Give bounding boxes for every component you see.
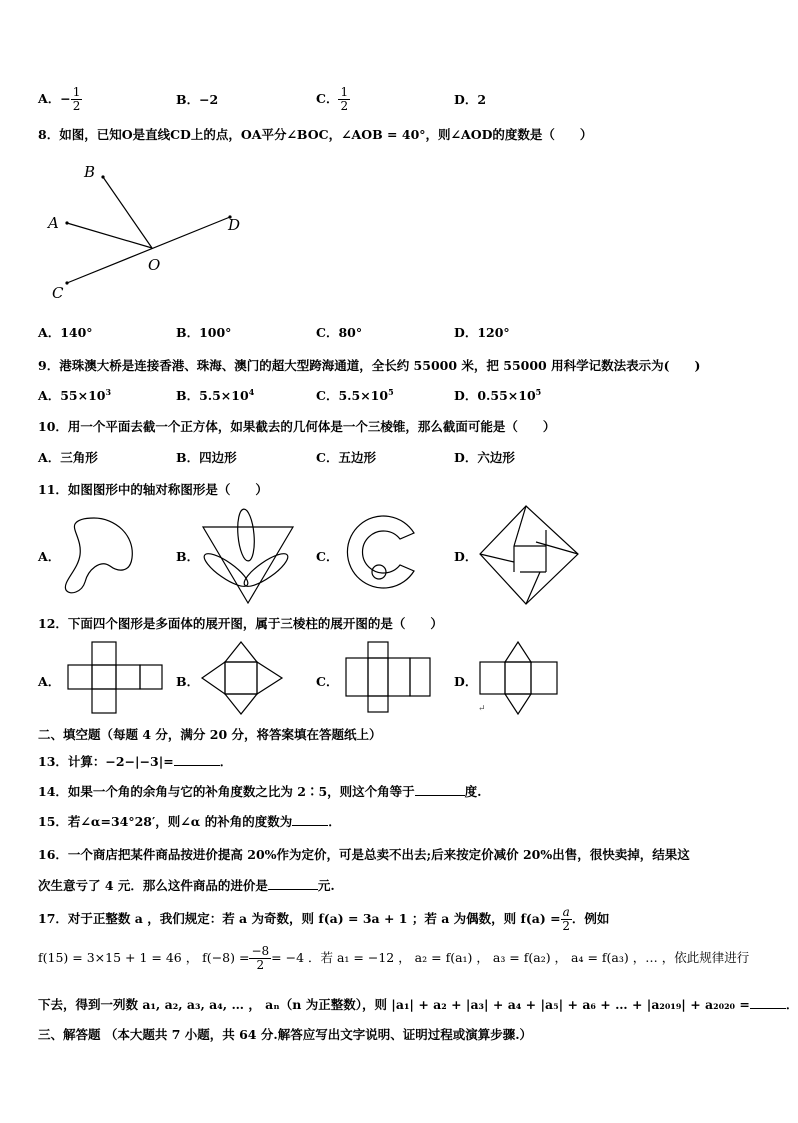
q7-option-b: B．−2	[176, 92, 219, 107]
q12-figure-d-prism-net	[478, 640, 568, 720]
paragraph-mark: ↵	[478, 704, 486, 714]
q11-label-c: C．	[316, 549, 339, 564]
q9-option-a: A．$55\times 10^3$	[38, 386, 112, 403]
q10-stem: 10．用一个平面去截一个正方体，如果截去的几何体是一个三棱锥，那么截面可能是（ ）	[38, 419, 556, 434]
q12-label-c: C．	[316, 674, 339, 689]
q17-line-2: f(15) = 3×15 + 1 = 46 ， f(−8) = $\frac{-8}{2}$ = −4 ．若 a₁ = −12 ， a₂ = f(a₁) ， a₃ = f(a₂) ， a₄ = f(a₃) ，… ，依此规律进行	[38, 944, 750, 972]
q7-option-a: A．− $\frac{1}{2}$	[38, 85, 81, 113]
q11-label-d: D．	[454, 549, 478, 564]
point-a	[65, 221, 68, 224]
point-b	[101, 175, 104, 178]
q12-label-a: A．	[38, 674, 61, 689]
q11-figure-a-comma-shape	[60, 510, 140, 600]
q17-answer-blank[interactable]	[750, 997, 786, 1009]
q9-option-d: D．$0.55\times 10^5$	[454, 386, 542, 403]
q10-option-b: B．四边形	[176, 450, 237, 465]
q9-option-c: C．$5.5\times 10^5$	[316, 386, 394, 403]
q11-label-b: B．	[176, 549, 200, 564]
q12-figure-c-box-net	[344, 640, 434, 720]
ray-ob	[103, 177, 152, 248]
q16-line-1: 16．一个商店把某件商品按进价提高 20%作为定价，可是总卖不出去;后来按定价减价 20%出售，很快卖掉，结果这	[38, 847, 690, 862]
q8-option-b: B．100°	[176, 325, 232, 340]
q16-line-2: 次生意亏了 4 元．那么这件商品的进价是 元.	[38, 878, 335, 893]
q7-option-d: D．2	[454, 92, 487, 107]
q8-option-c: C．80°	[316, 325, 363, 340]
q10-option-a: A．三角形	[38, 450, 98, 465]
ray-oa	[67, 223, 152, 248]
section-3-heading: 三、解答题 （本大题共 7 小题，共 64 分.解答应写出文字说明、证明过程或演算步骤.）	[38, 1027, 533, 1042]
q12-figure-a-cross-net	[66, 640, 166, 720]
q8-stem: 8．如图，已知O是直线CD上的点，OA平分∠BOC，∠AOB = 40°，则∠AOD的度数是（ ）	[38, 127, 593, 142]
label-d: D	[228, 216, 241, 234]
q16-answer-blank[interactable]	[268, 878, 318, 890]
q17-fraction-minus8-over-2: $\frac{-8}{2}$	[251, 944, 270, 972]
q14: 14．如果一个角的余角与它的补角度数之比为 2∶5，则这个角等于 度.	[38, 784, 482, 799]
q12-stem: 12．下面四个图形是多面体的展开图，属于三棱柱的展开图的是（ ）	[38, 616, 443, 631]
label-b: B	[84, 163, 96, 181]
q11-figure-d-pinwheel-square	[478, 500, 582, 608]
q14-answer-blank[interactable]	[415, 784, 465, 796]
q15: 15．若∠α=34°28′，则∠α 的补角的度数为 ．	[38, 814, 341, 829]
q9-option-b: B．$5.5\times 10^4$	[176, 386, 255, 403]
label-c: C	[52, 284, 64, 302]
q10-option-d: D．六边形	[454, 450, 515, 465]
section-2-heading: 二、填空题（每题 4 分，满分 20 分，将答案填在答题纸上）	[38, 727, 382, 742]
label-a: A	[48, 214, 59, 232]
q7-option-c: C． $\frac{1}{2}$	[316, 85, 349, 113]
q11-figure-b-flower-triangle	[198, 505, 298, 605]
q8-angle-figure	[40, 160, 260, 310]
label-o: O	[148, 256, 161, 274]
q13-answer-blank[interactable]	[174, 754, 220, 766]
q17-fraction-a-over-2: $\frac{a}{2}$	[562, 905, 571, 933]
q17-line-1: 17．对于正整数 a ，我们规定：若 a 为奇数，则 f(a) = 3a + 1 ；若 a 为偶数，则 f(a) = $\frac{a}{2}$ ．例如	[38, 905, 610, 933]
q7-c-fraction: $\frac{1}{2}$	[340, 85, 349, 113]
q17-line-3: 下去，得到一列数 a₁, a₂, a₃, a₄, … ， aₙ（n 为正整数），则 |a₁| + a₂ + |a₃| + a₄ + |a₅| + a₆ + … + |a₂₀₁₉| + a₂₀₂₀ = ．	[38, 997, 798, 1012]
q11-label-a: A．	[38, 549, 61, 564]
point-c	[65, 281, 68, 284]
q13: 13．计算：−2−|−3|= ．	[38, 754, 233, 769]
q15-answer-blank[interactable]	[292, 814, 328, 826]
q8-option-d: D．120°	[454, 325, 510, 340]
q9-stem: 9．港珠澳大桥是连接香港、珠海、澳门的超大型跨海通道，全长约 55000 米，把 55000 用科学记数法表示为( )	[38, 358, 701, 373]
q10-option-c: C．五边形	[316, 450, 376, 465]
q8-option-a: A．140°	[38, 325, 93, 340]
q11-figure-c-ring	[338, 507, 428, 597]
q12-label-b: B．	[176, 674, 200, 689]
q12-figure-b-pyramid-net	[198, 640, 288, 720]
q7-a-fraction: $\frac{1}{2}$	[72, 85, 81, 113]
q11-stem: 11．如图图形中的轴对称图形是（ ）	[38, 482, 268, 497]
q12-label-d: D．	[454, 674, 478, 689]
